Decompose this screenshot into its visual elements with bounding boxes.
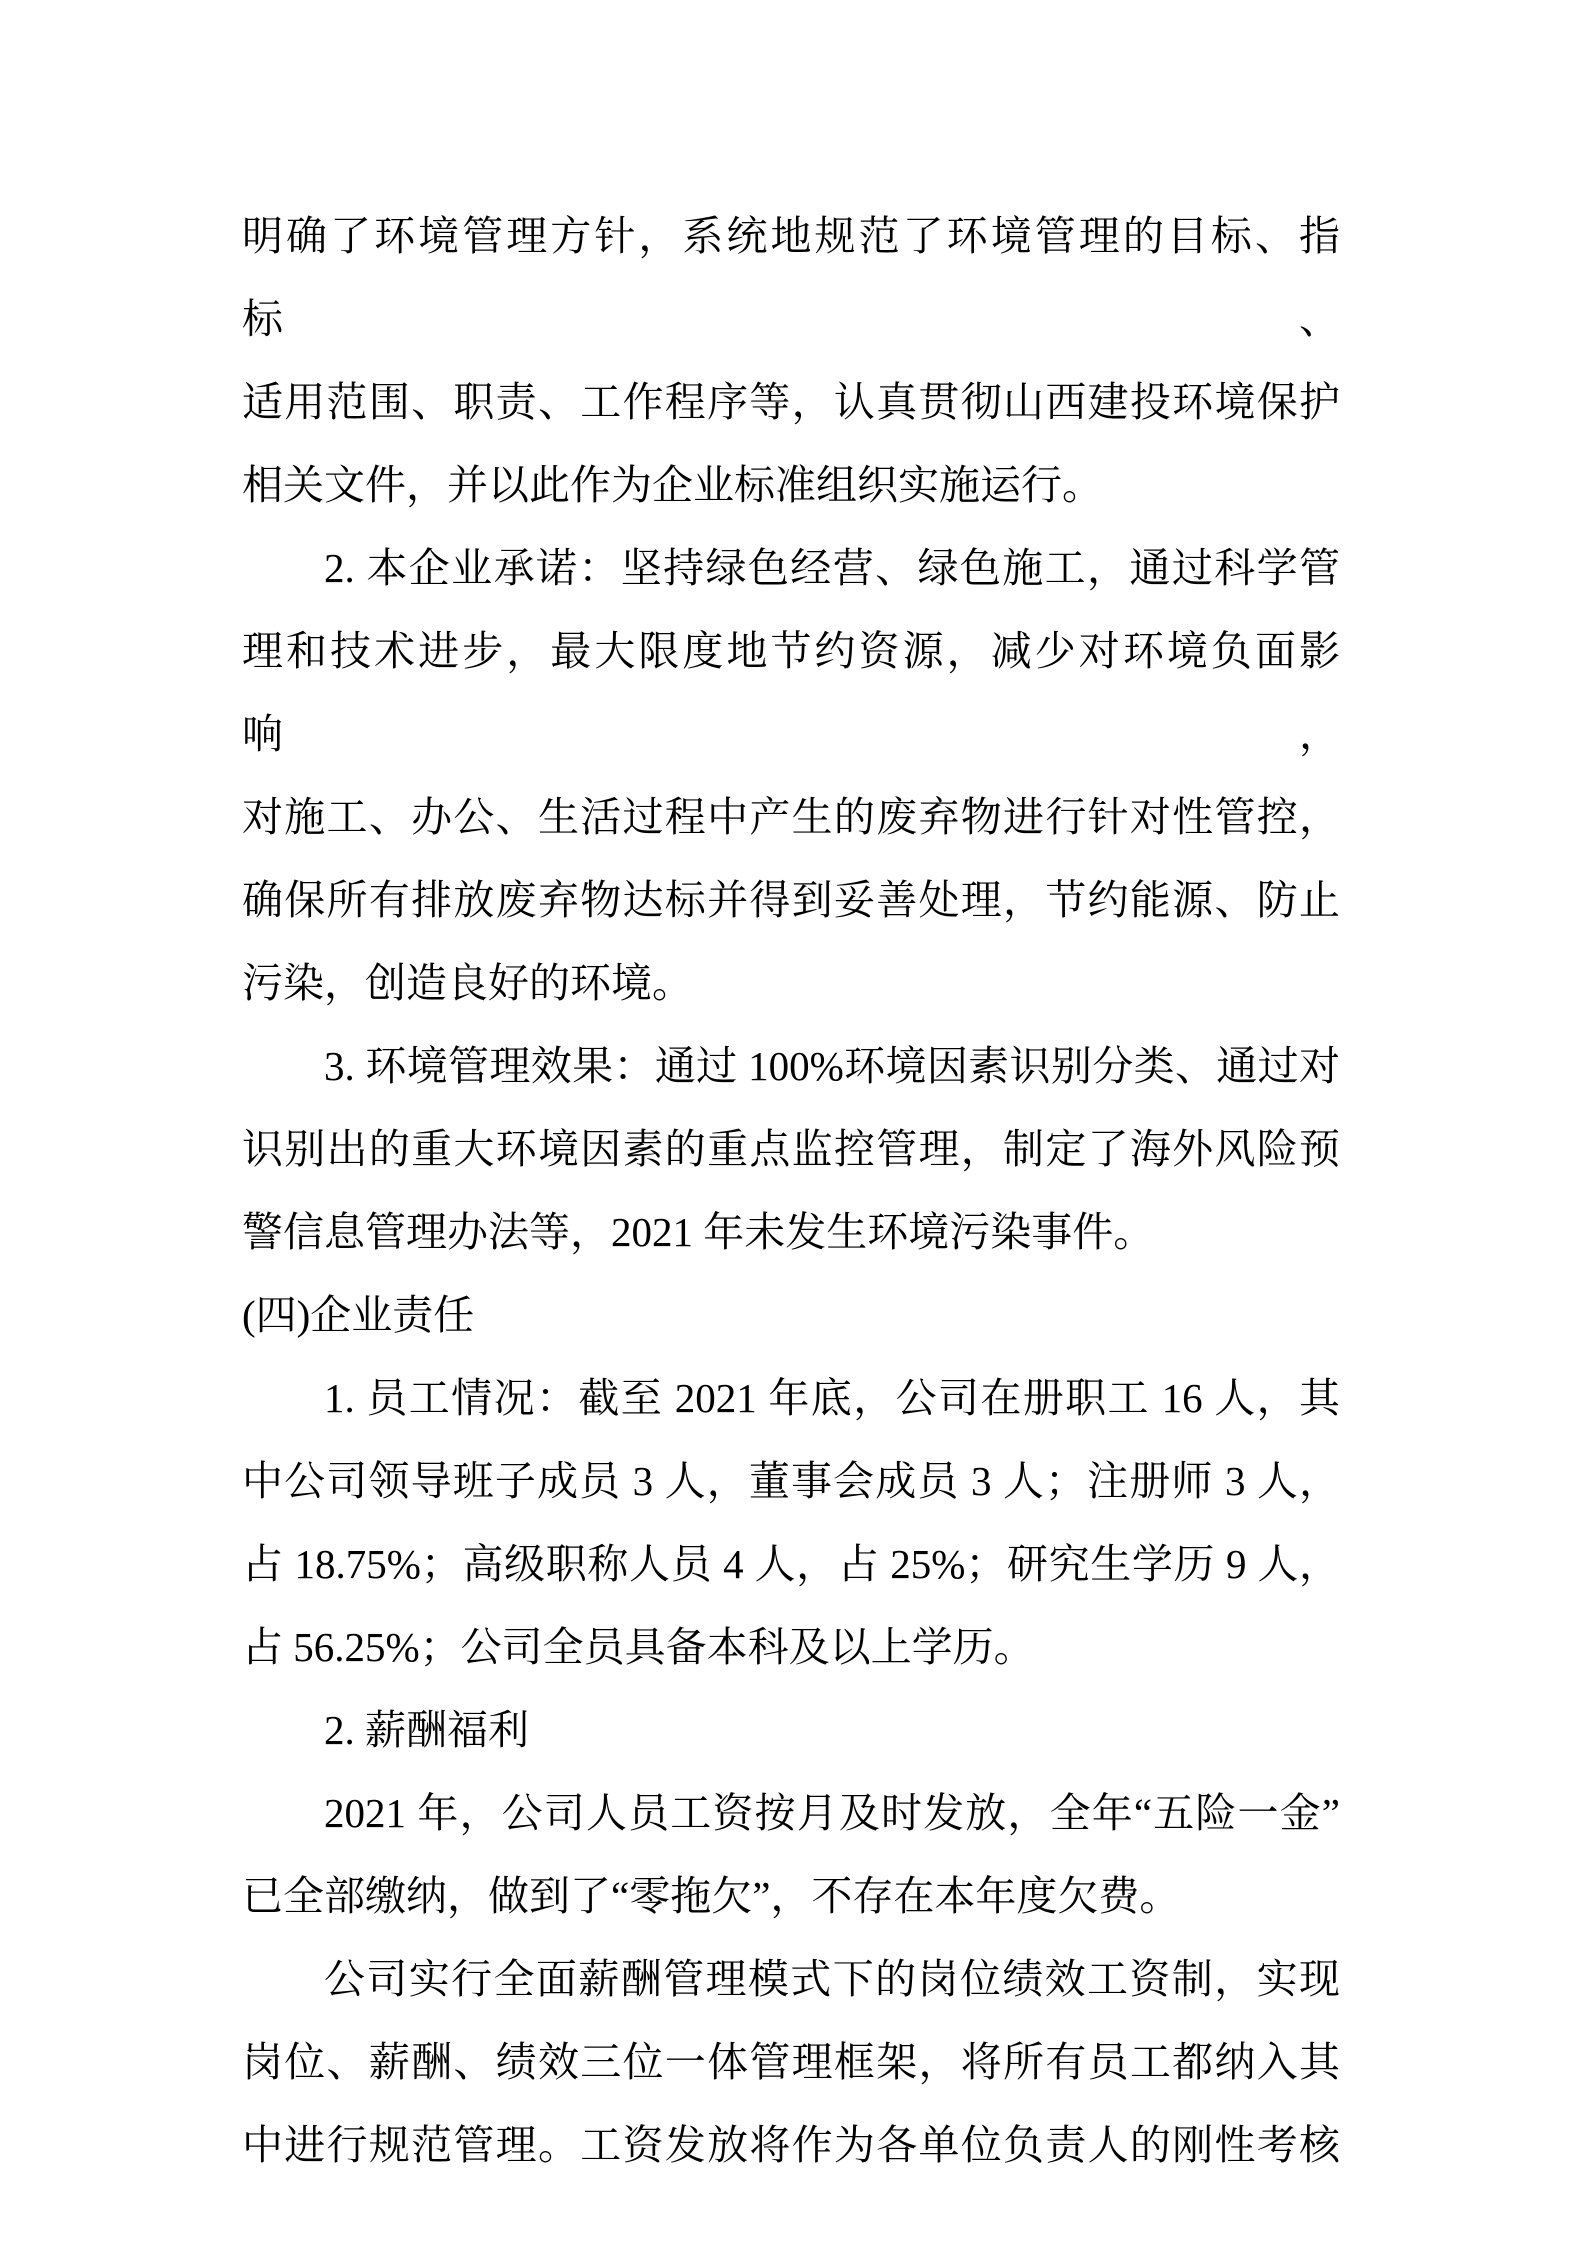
paragraph-line: 公司实行全面薪酬管理模式下的岗位绩效工资制，实现 [324,1956,1340,2002]
paragraph-line: 岗位、薪酬、绩效三位一体管理框架，将所有员工都纳入其 [242,2039,1340,2085]
paragraph-line: 已全部缴纳，做到了“零拖欠”，不存在本年度欠费。 [242,1873,1181,1919]
text-block [242,195,1340,2187]
paragraph-line: 相关文件，并以此作为企业标准组织实施运行。 [242,462,1103,508]
paragraph-line: 占 18.75%；高级职称人员 4 人，占 25%；研究生学历 9 人， [242,1541,1340,1587]
paragraph-line: 占 56.25%；公司全员具备本科及以上学历。 [242,1624,1035,1670]
paragraph-line: 2. 本企业承诺：坚持绿色经营、绿色施工，通过科学管 [324,545,1340,591]
paragraph-line: 污染，创造良好的环境。 [242,960,693,1006]
paragraph-line: (四)企业责任 [242,1292,475,1338]
paragraph-line: 明确了环境管理方针，系统地规范了环境管理的目标、指标、 [242,213,1340,342]
paragraph-line: 适用范围、职责、工作程序等，认真贯彻山西建投环境保护 [242,379,1340,425]
paragraph-line: 警信息管理办法等，2021 年未发生环境污染事件。 [242,1209,1155,1255]
paragraph-line: 3. 环境管理效果：通过 100%环境因素识别分类、通过对 [324,1043,1340,1089]
paragraph-line: 中公司领导班子成员 3 人，董事会成员 3 人；注册师 3 人， [242,1458,1340,1504]
paragraph-line: 理和技术进步，最大限度地节约资源，减少对环境负面影响， [242,628,1340,757]
paragraph-line: 1. 员工情况：截至 2021 年底，公司在册职工 16 人，其 [324,1375,1340,1421]
paragraph-line: 确保所有排放废弃物达标并得到妥善处理，节约能源、防止 [242,877,1340,923]
paragraph-line: 识别出的重大环境因素的重点监控管理，制定了海外风险预 [242,1126,1340,1172]
paragraph-line: 2. 薪酬福利 [324,1707,529,1753]
paragraph-line: 中进行规范管理。工资发放将作为各单位负责人的刚性考核 [242,2122,1340,2168]
paragraph-line: 2021 年，公司人员工资按月及时发放，全年“五险一金” [324,1790,1340,1836]
paragraph-line: 对施工、办公、生活过程中产生的废弃物进行针对性管控， [242,794,1340,840]
